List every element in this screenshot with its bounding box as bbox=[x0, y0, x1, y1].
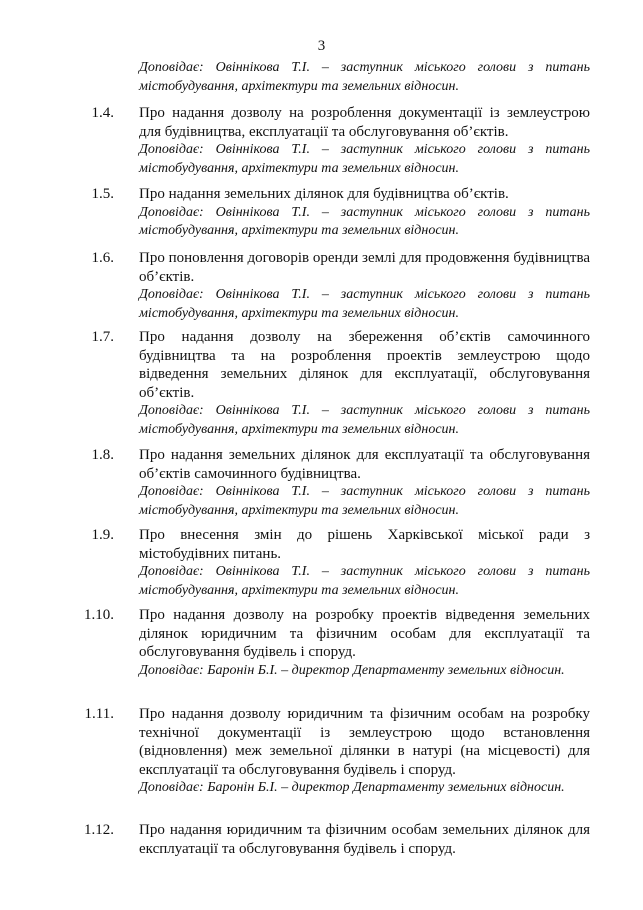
item-title: Про надання дозволу юридичним та фізичним особам на розробку технічної документації із землеустрою щодо встановлення (відновлення) меж земельної ділянки в натурі (на місцевості) для експлуатації та обслуговування будівель і споруд. bbox=[139, 706, 590, 778]
item-title: Про надання дозволу на розробку проектів відведення земельних ділянок юридичним та фізичним особам для експлуатації та обслуговування будівель і споруд. bbox=[139, 607, 590, 660]
item-number: 1.8. bbox=[91, 447, 114, 463]
item-speaker: Доповідає: Овіннікова Т.І. – заступник міського голови з питань містобудування, архітектури та земельних відносин. bbox=[139, 204, 590, 238]
item-title: Про надання дозволу на збереження об’єктів самочинного будівництва та на розроблення проектів землеустрою щодо відведення земельних ділянок для експлуатації, обслуговування об’єктів. bbox=[139, 329, 590, 401]
item-number: 1.6. bbox=[91, 250, 114, 266]
continuation-speaker: Доповідає: Овіннікова Т.І. – заступник міського голови з питань містобудування, архітектури та земельних відносин. bbox=[139, 60, 590, 94]
item-speaker: Доповідає: Овіннікова Т.І. – заступник міського голови з питань містобудування, архітектури та земельних відносин. bbox=[139, 403, 590, 437]
item-speaker: Доповідає: Баронін Б.І. – директор Департаменту земельних відносин. bbox=[139, 662, 565, 678]
item-number: 1.11. bbox=[84, 706, 114, 722]
item-speaker: Доповідає: Баронін Б.І. – директор Департаменту земельних відносин. bbox=[139, 780, 565, 795]
item-title: Про надання юридичним та фізичним особам земельних ділянок для експлуатації та обслуговування будівель і споруд. bbox=[139, 822, 590, 857]
item-number: 1.7. bbox=[91, 329, 114, 345]
item-speaker: Доповідає: Овіннікова Т.І. – заступник міського голови з питань містобудування, архітектури та земельних відносин. bbox=[139, 142, 590, 176]
item-title: Про надання дозволу на розроблення документації із землеустрою для будівництва, експлуатації та обслуговування об’єктів. bbox=[139, 105, 590, 140]
item-speaker: Доповідає: Овіннікова Т.І. – заступник міського голови з питань містобудування, архітектури та земельних відносин. bbox=[139, 287, 590, 321]
page-number: 3 bbox=[317, 38, 326, 54]
item-number: 1.9. bbox=[91, 527, 114, 543]
item-number: 1.5. bbox=[91, 186, 114, 202]
item-title: Про надання земельних ділянок для будівництва об’єктів. bbox=[139, 186, 509, 202]
item-number: 1.12. bbox=[84, 822, 114, 838]
item-number: 1.4. bbox=[91, 105, 114, 121]
item-title: Про надання земельних ділянок для експлуатації та обслуговування об’єктів самочинного будівництва. bbox=[139, 447, 590, 482]
item-speaker: Доповідає: Овіннікова Т.І. – заступник міського голови з питань містобудування, архітектури та земельних відносин. bbox=[139, 484, 590, 518]
item-number: 1.10. bbox=[84, 607, 114, 623]
item-title: Про внесення змін до рішень Харківської міської ради з містобудівних питань. bbox=[139, 527, 590, 562]
item-speaker: Доповідає: Овіннікова Т.І. – заступник міського голови з питань містобудування, архітектури та земельних відносин. bbox=[139, 564, 590, 598]
item-title: Про поновлення договорів оренди землі для продовження будівництва об’єктів. bbox=[139, 250, 590, 285]
